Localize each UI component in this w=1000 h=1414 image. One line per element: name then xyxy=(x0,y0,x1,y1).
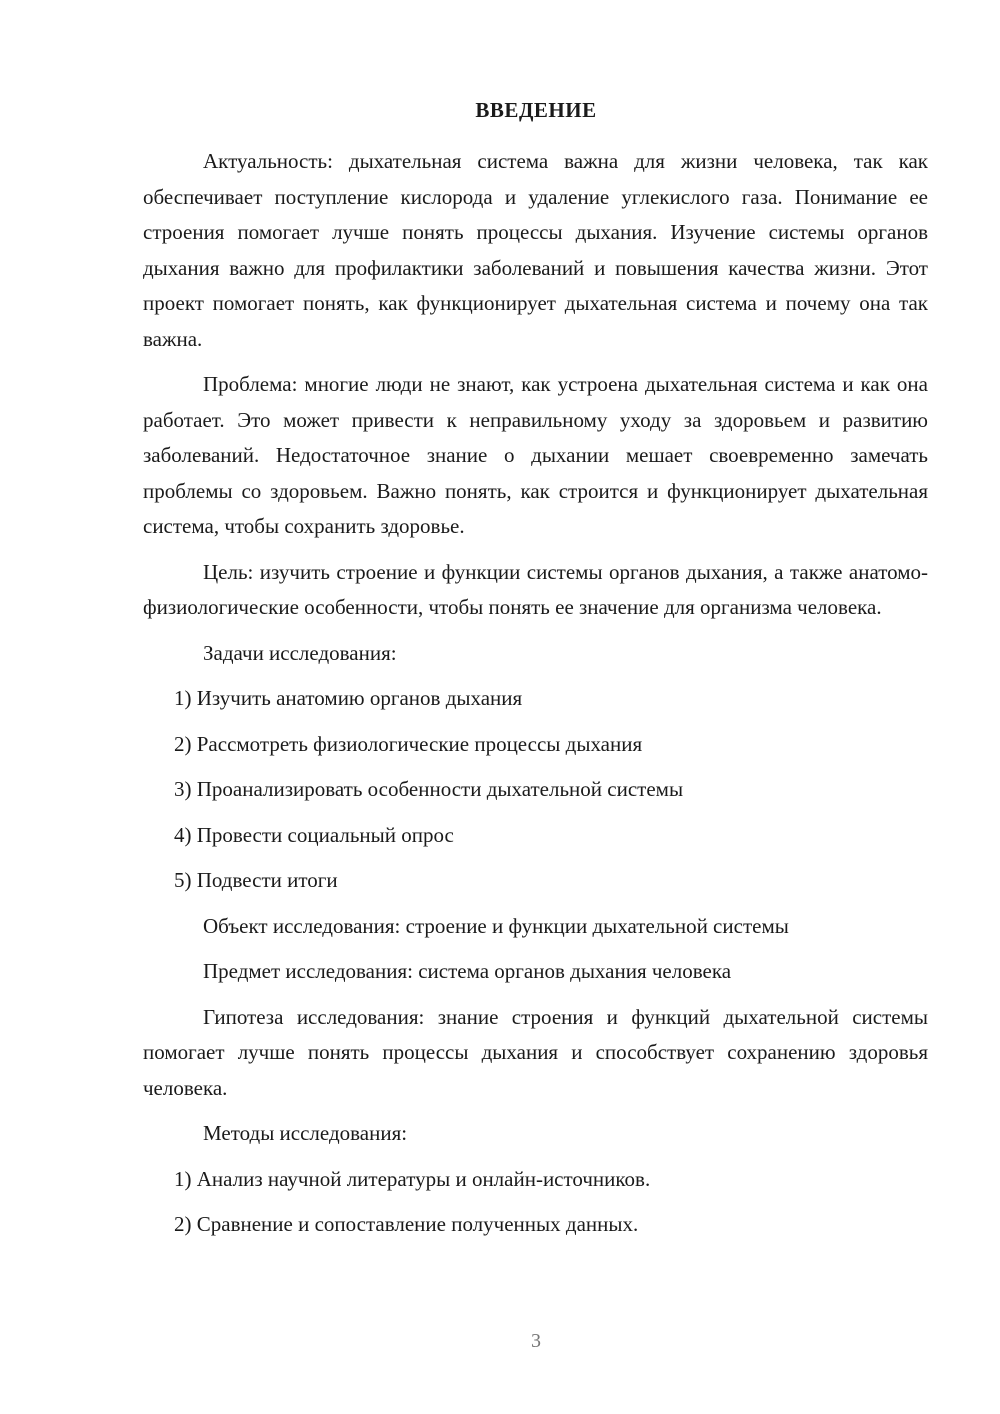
task-item: 4) Провести социальный опрос xyxy=(174,822,454,847)
task-item: 2) Рассмотреть физиологические процессы дыхания xyxy=(174,731,643,756)
page-number: 3 xyxy=(531,1330,541,1352)
page-title: ВВЕДЕНИЕ xyxy=(475,98,597,122)
research-subject: Предмет исследования: система органов дыхания человека xyxy=(203,959,732,983)
relevance-paragraph: Актуальность: дыхательная система важна для жизни человека, так как обеспечивает поступление кислорода и удаление углекислого газа. Понимание ее строения помогает лучше понять процессы дыхания. Изучение системы органов дыхания важно для профилактики заболеваний и повышения качества жизни. Этот проект помогает понять, как функционирует дыхательная система и почему она так важна. xyxy=(143,149,928,351)
goal-paragraph: Цель: изучить строение и функции системы органов дыхания, а также анатомо-физиологические особенности, чтобы понять ее значение для организма человека. xyxy=(143,559,928,619)
document-body xyxy=(143,144,928,1253)
task-item: 5) Подвести итоги xyxy=(174,868,338,892)
task-item: 1) Изучить анатомию органов дыхания xyxy=(174,686,523,710)
method-item: 2) Сравнение и сопоставление полученных данных. xyxy=(174,1212,639,1236)
research-object: Объект исследования: строение и функции дыхательной системы xyxy=(203,913,789,938)
tasks-heading: Задачи исследования: xyxy=(203,640,397,665)
methods-heading: Методы исследования: xyxy=(203,1121,408,1145)
problem-paragraph: Проблема: многие люди не знают, как устроена дыхательная система и как она работает. Это может привести к неправильному уходу за здоровьем и развитию заболеваний. Недостаточное знание о дыхании мешает своевременно замечать проблемы со здоровьем. Важно понять, как строится и функционирует дыхательная система, чтобы сохранить здоровье. xyxy=(143,372,928,538)
method-item: 1) Анализ научной литературы и онлайн-источников. xyxy=(174,1166,651,1191)
task-item: 3) Проанализировать особенности дыхательной системы xyxy=(174,777,684,801)
hypothesis-paragraph: Гипотеза исследования: знание строения и функций дыхательной системы помогает лучше понять процессы дыхания и способствует сохранению здоровья человека. xyxy=(143,1004,928,1100)
